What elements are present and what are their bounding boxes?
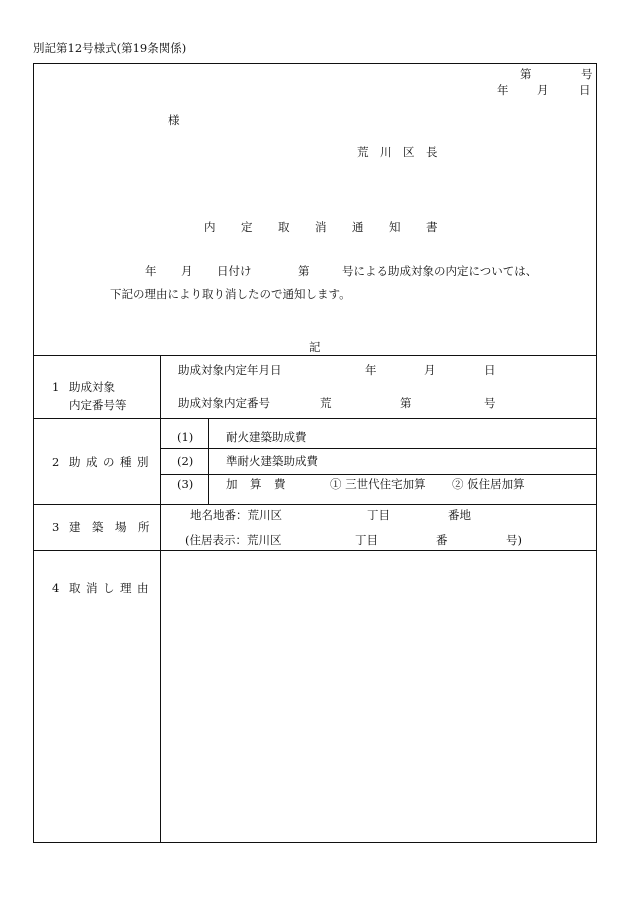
row1-number-dai: 第 [400,396,412,410]
row2-item1-number: (1) [177,430,194,444]
row1-number-label: 助成対象内定番号 [178,396,270,410]
row1-label-line2: 内定番号等 [69,398,127,412]
row3-label: 建築場所 [69,520,161,534]
header-number-go: 号 [581,67,593,81]
row2-label: 助成の種別 [69,455,154,469]
divider-row2-sub2 [160,474,596,475]
row2-item3-text: 加算費 [226,477,298,491]
row1-date-month: 月 [424,363,436,377]
row1-date-label: 助成対象内定年月日 [178,363,282,377]
body-month: 月 [181,264,193,278]
row2-number: 2 [52,455,60,469]
body-dai: 第 [298,264,310,278]
row2-item2-text: 準耐火建築助成費 [226,454,318,468]
cancellation-reason-area [161,551,595,841]
issuer: 荒川区長 [357,145,449,159]
row1-number-go: 号 [484,396,496,410]
body-year: 年 [145,264,157,278]
row1-number-prefix: 荒 [320,396,332,410]
divider-ki [34,355,596,356]
row3-jukyo-ban: 番 [436,533,448,547]
row3-number: 3 [52,520,60,534]
row2-item2-number: (2) [177,454,194,468]
row3-chimei-banchi: 番地 [448,508,471,522]
header-day: 日 [579,83,591,97]
row3-jukyo-chome: 丁目 [355,533,378,547]
row4-number: 4 [52,581,60,595]
header-year: 年 [497,83,509,97]
row3-jukyo-go: 号) [506,533,522,547]
row4-label: 取消し理由 [69,581,154,595]
ki-heading: 記 [309,340,321,354]
row2-item1-text: 耐火建築助成費 [226,430,307,444]
row2-number-divider [208,418,209,504]
document-title: 内定取消通知書 [204,220,463,234]
header-month: 月 [537,83,549,97]
row2-item3-number: (3) [177,477,194,491]
row1-date-year: 年 [365,363,377,377]
addressee-suffix: 様 [168,113,180,127]
row1-label-line1: 助成対象 [69,380,115,394]
row3-chimei-chome: 丁目 [367,508,390,522]
form-label: 別記第12号様式(第19条関係) [33,41,187,55]
body-line2: 下記の理由により取り消したので通知します。 [110,287,351,301]
divider-row1 [34,418,596,419]
divider-row2 [34,504,596,505]
row3-chimei-label: 地名地番：荒川区 [190,508,282,522]
row2-item3-option1: ① 三世代住宅加算 [330,477,426,491]
row3-jukyo-label: (住居表示：荒川区 [185,533,282,547]
body-line1-rest: 号による助成対象の内定については、 [342,264,538,278]
row2-item3-option2: ② 仮住居加算 [452,477,525,491]
row1-number: 1 [52,380,60,394]
header-number-dai: 第 [520,67,532,81]
row1-date-day: 日 [484,363,496,377]
body-dated: 日付け [217,264,252,278]
divider-row2-sub1 [160,448,596,449]
